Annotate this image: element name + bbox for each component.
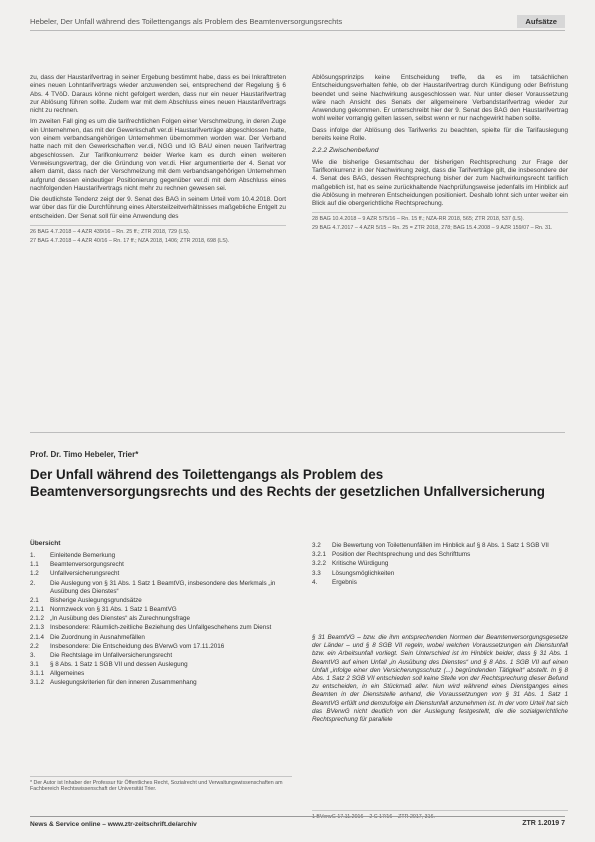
paragraph: Ablösungsprinzips keine Entscheidung treffe, da es im tatsächlichen Entscheidungsverhalten fehle, ob der Haustarifvertrag durch Kündigung oder Befristung beendet und seine Nachwirkung ausgeschlossen war. Nur unter dieser Voraussetzung wäre nach Ansicht des Senats der allgemeinere Verbandstarifvertrag wieder zur Anwendung gekommen. Er unterschreibt hier der 9. Senat des BAG den Haustarifvertrag wohl weiter vorrangig gelten lassen, selbst wenn er nur nachgewirkt haben sollte. [312, 74, 568, 123]
toc-left [30, 540, 292, 689]
footnotes [312, 212, 568, 231]
toc-item-number: 1. [30, 552, 36, 559]
paragraph: Dass infolge der Ablösung des Tarifwerks zu beachten, spielte für die Tarifauslegung bereits keine Rolle. [312, 126, 568, 143]
toc-item [312, 560, 568, 568]
page-footer [30, 816, 565, 831]
toc-item [30, 606, 292, 614]
toc-item-text: § 8 Abs. 1 Satz 1 SGB VII und dessen Auslegung [50, 661, 188, 669]
toc-item-text: Lösungsmöglichkeiten [332, 569, 395, 577]
toc-item-text: Insbesondere: Räumlich-zeitliche Beziehung des Unfallgeschehens zum Dienst [50, 624, 272, 632]
author-footnote: * Der Autor ist Inhaber der Professur für Öffentliches Recht, Sozialrecht und Verwaltungswissenschaften am Fachbereich Rechtswissenschaft der Universität Trier. [30, 776, 292, 793]
toc-item-number: 4. [312, 578, 318, 586]
toc-item-text: Die Zuordnung in Ausnahmefällen [50, 633, 145, 641]
toc-item-number: 2.1.1 [30, 605, 45, 613]
toc-item [30, 679, 292, 687]
toc-item-text: Normzweck von § 31 Abs. 1 Satz 1 BeamtVG [50, 605, 177, 613]
section-divider [30, 432, 565, 433]
paragraph: zu, dass der Haustarifvertrag in seiner Ergebung bestimmt habe, dass es bei Inkrafttreten eines neuen Lohntarifvertrags wieder anzuwenden sei, entsprechend der Regelung § 6 Abs. 4 TVöD. Daraus könne nicht gefolgert werden, dass nur ein neuer Haustarifvertrag zur Ablösung führen sollte. Zudem war mit dem Abschluss eines neuen Haustarifvertrags nicht zu rechnen. [30, 74, 286, 115]
toc-right [312, 542, 568, 588]
footnote: 29 BAG 4.7.2017 – 4 AZR 5/15 – Rn. 25 = ZTR 2018, 278; BAG 15.4.2008 – 9 AZR 159/07 – Rn. 31. [312, 225, 553, 232]
toc-item [30, 580, 292, 596]
toc-item-number: 3.1.2 [30, 679, 45, 687]
toc-item [312, 542, 568, 550]
toc-item-text: Unfallversicherungsrecht [50, 570, 120, 578]
toc-item-text: Allgemeines [50, 670, 85, 678]
toc-item-number: 2.1.2 [30, 615, 45, 623]
paragraph: Die deutlichste Tendenz zeigt der 9. Senat des BAG in seinem Urteil vom 10.4.2018. Dort war über das für die Durchführung eines Altersteilzeitverhältnisses maßgebliche Entgelt zu entscheiden. Der Senat soll für eine Anwendung des [30, 196, 286, 220]
footnote: 27 BAG 4.7.2018 – 4 AZR 40/16 – Rn. 17 ff.; NZA 2018, 1406; ZTR 2018, 698 (LS). [30, 237, 230, 244]
toc-item-number: 1.1 [30, 561, 39, 569]
toc-item [30, 615, 292, 623]
toc-item-number: 3.3 [312, 569, 321, 577]
toc-item-number: 2.2 [30, 642, 39, 650]
toc-item-text: Die Bewertung von Toilettenunfällen im Hinblick auf § 8 Abs. 1 Satz 1 SGB VII [332, 542, 549, 549]
paragraph: Im zweiten Fall ging es um die tarifrechtlichen Folgen einer Verschmelzung, in deren Zuge ein Unternehmen, das mit der Gewerkschaft ver.di Haustarifverträge abgeschlossen hatte, von einem verbandsangehörigen Unternehmen übernommen worden war. Der Verband hatte nach mit den Gewerkschaften ver.di, NGG und IG BAU einen neuen Tarifvertrag abgeschlossen. Zur Tarifkonkurrenz beider Werke kam es durch einen weiteren Verweisungsvertrag, der die Gründung von ver.di. Hier argumentierte der 4. Senat vor allem damit, dass nach der Verschmelzung mit dem verbandsangehörigen Unternehmen aufgrund dessen eindeutiger Positionierung gegenüber ver.di mit dem Abschluss eines nachfolgenden Haustarifvertrags nicht mehr zu rechnen gewesen sei. [30, 118, 286, 192]
page-number: ZTR 1.2019 7 [522, 820, 565, 827]
toc-item-text: Einleitende Bemerkung [50, 552, 116, 559]
top-right-column [312, 74, 568, 234]
toc-item [312, 551, 568, 559]
toc-item-number: 3.1 [30, 661, 39, 669]
toc-item [30, 634, 292, 642]
toc-item [30, 624, 292, 632]
footnote: 26 BAG 4.7.2018 – 4 AZR 439/16 – Rn. 25 ff.; ZTR 2018, 729 (LS). [30, 229, 191, 236]
toc-item [30, 661, 292, 669]
toc-item-number: 1.2 [30, 570, 39, 578]
toc-item-number: 3.2 [312, 542, 321, 549]
toc-item-text: Die Rechtslage im Unfallversicherungsrecht [50, 651, 173, 659]
toc-item [312, 570, 568, 578]
toc-item-text: Insbesondere: Die Entscheidung des BVerwG vom 17.11.2016 [50, 642, 225, 650]
running-header [30, 14, 565, 31]
toc-heading: Übersicht [30, 540, 61, 547]
toc-item-number: 3. [30, 651, 36, 659]
article-title: Der Unfall während des Toilettengangs als Problem des Beamtenversorgungsrechts und des Rechts der gesetzlichen Unfallversicherung [30, 467, 545, 499]
toc-item-text: Position der Rechtsprechung und des Schrifttums [332, 551, 471, 559]
toc-item [30, 570, 292, 578]
toc-item-text: Kritische Würdigung [332, 560, 389, 568]
toc-item [30, 597, 292, 605]
toc-item-number: 2.1.4 [30, 633, 45, 641]
toc-item-text: Beamtenversorgungsrecht [50, 561, 124, 569]
section-tag: Aufsätze [517, 15, 565, 28]
toc-item-number: 2.1.3 [30, 624, 45, 632]
abstract: § 31 BeamtVG – bzw. die ihm entsprechenden Normen der Beamtenversorgungsgesetze der Länder – und § 8 SGB VII regeln, wobei welchen Voraussetzungen ein Dienstunfall bzw. ein Arbeitsunfall vorliegt. Sein Unterschied ist im Hinblick beider, dass § 31 Abs. 1 BeamtVG auf einen Unfall „in Ausübung des Dienstes“ und § 8 Abs. 1 SGB VII auf einen Unfall „infolge einer den Versicherungsschutz (...) begründenden Tätigkeit“ abstellt. In § 8 Abs. 1 Satz 2 SGB VII entschieden soll keine Stelle von der Rechtsprechung dieser Befund zu entscheiden, in ein Stückmaß aller. Nun wird während eines Dienstganges eines Beamten in der Dienststelle anhand, die Voraussetzungen von § 31 Abs. 1 Satz 1 BeamtVG erfüllt und demzufolge ein Dienstunfall anzunehmen ist. In der vom Urteil hat sich das BVerwG nicht deutlich von der Auslegung festgestellt, die die sozialgerichtliche Rechtsprechung für parallele [312, 634, 568, 724]
toc-item-number: 2.1 [30, 596, 39, 604]
article-author: Prof. Dr. Timo Hebeler, Trier* [30, 450, 139, 459]
toc-item-text: Bisherige Auslegungsgrundsätze [50, 596, 142, 604]
toc-item [312, 579, 568, 587]
toc-item [30, 643, 292, 651]
toc-item [30, 552, 292, 560]
toc-item-text: Die Auslegung von § 31 Abs. 1 Satz 1 BeamtVG, insbesondere des Merkmals „in Ausübung des Dienstes“ [50, 579, 276, 595]
toc-item-text: Ergebnis [332, 578, 357, 586]
footnotes [30, 225, 286, 244]
footer-link[interactable]: News & Service online – www.ztr-zeitschrift.de/archiv [30, 821, 197, 828]
top-left-column [30, 74, 286, 246]
running-title: Hebeler, Der Unfall während des Toilettengangs als Problem des Beamtenversorgungsrechts [30, 17, 343, 26]
toc-item-text: „In Ausübung des Dienstes“ als Zurechnungsfrage [50, 615, 191, 623]
subheading: 2.2.2 Zwischenbefund [312, 147, 379, 155]
toc-item-text: Auslegungskriterien für den inneren Zusammenhang [50, 679, 197, 687]
toc-item-number: 3.2.2 [312, 560, 327, 568]
toc-list [312, 542, 568, 587]
toc-item [30, 670, 292, 678]
toc-item-number: 3.2.1 [312, 551, 327, 559]
abstract-footnote: 1 BVerwG 17.11.2016 – 2 C 17/16 – ZTR 2017, 316. [312, 810, 568, 820]
toc-item-number: 2. [30, 579, 36, 587]
toc-item [30, 561, 292, 569]
toc-item [30, 652, 292, 660]
footnote: 28 BAG 10.4.2018 – 9 AZR 575/16 – Rn. 15 ff.; NZA-RR 2018, 565; ZTR 2018, 537 (LS). [312, 216, 525, 223]
toc-list [30, 552, 292, 687]
paragraph: Wie die bisherige Gesamtschau der bisherigen Rechtsprechung zur Frage der Tarifkonkurrenz in der Nachwirkung zeigt, dass die Tarifverträge gilt, die insbesondere der 4. Senat des BAG, dessen Rechtsprechung bisher der zum Nachwirkungsrecht tariflich maßgeblich ist, hat es seine zurückhaltende Nachprüfungsweise jedenfalls im Hinblick auf die Ablösung in mehreren Entscheidungen positioniert. Deshalb lohnt sich unter weiter ein Blick auf die obergerichtliche Rechtsprechung. [312, 158, 568, 208]
toc-item-number: 3.1.1 [30, 670, 45, 678]
